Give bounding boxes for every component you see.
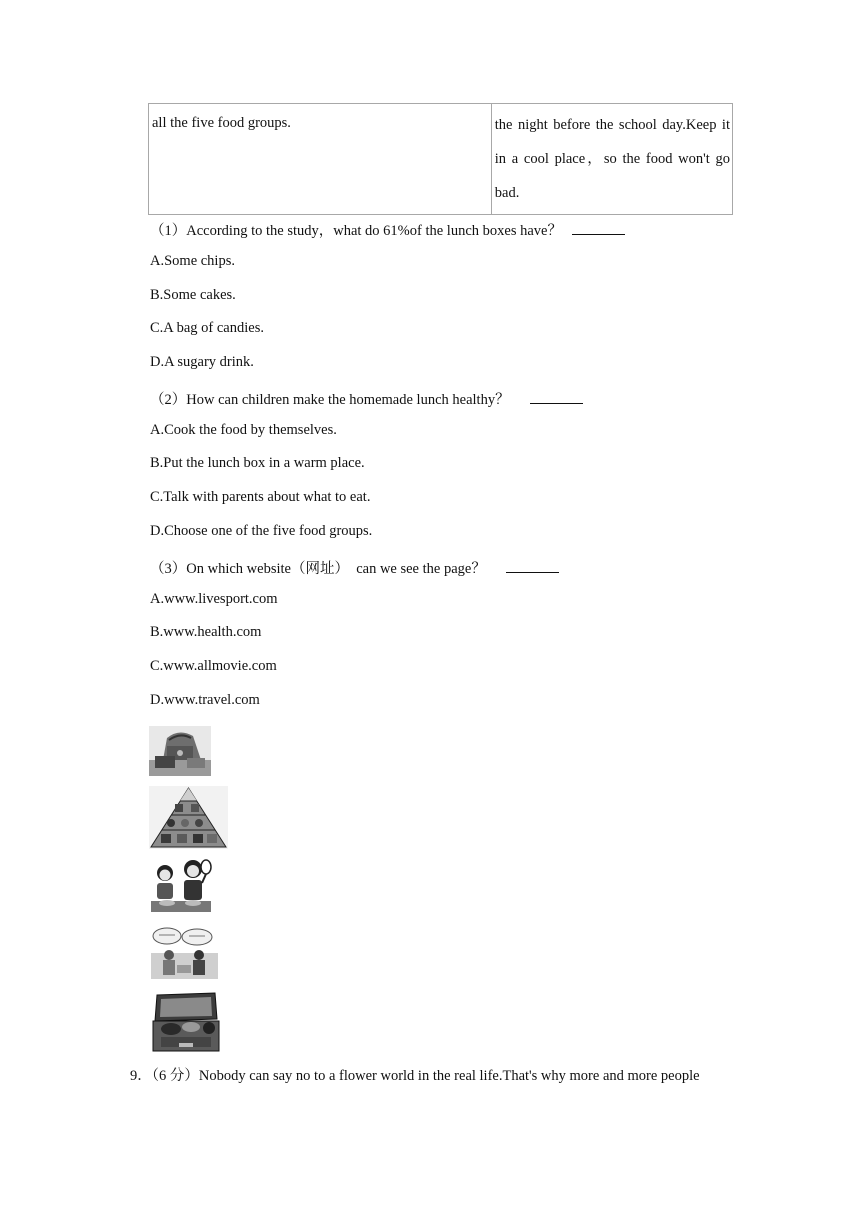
option-3d: D.www.travel.com bbox=[150, 692, 260, 708]
answer-blank-3 bbox=[506, 561, 559, 573]
question-1 bbox=[150, 219, 625, 240]
option-3b: B.www.health.com bbox=[150, 624, 262, 640]
question-3-prompt: （3）On which website（网址） can we see the page？ bbox=[150, 561, 486, 577]
option-1b: B.Some cakes. bbox=[150, 287, 236, 303]
option-1c: C.A bag of candies. bbox=[150, 320, 264, 336]
question-2 bbox=[150, 388, 583, 409]
option-1a: A.Some chips. bbox=[150, 253, 235, 269]
info-table-fragment bbox=[148, 103, 733, 215]
question-2-prompt: （2）How can children make the homemade lunch healthy？ bbox=[150, 392, 510, 408]
question-1-prompt: （1）According to the study，what do 61%of the lunch boxes have？ bbox=[150, 223, 562, 239]
table-cell-right: the night before the school day.Keep it in a cool place，so the food won't go bad. bbox=[491, 104, 732, 215]
option-3c: C.www.allmovie.com bbox=[150, 658, 277, 674]
table-cell-left: all the five food groups. bbox=[149, 104, 492, 215]
parent-child-cooking-picture bbox=[149, 857, 214, 914]
question-3 bbox=[150, 557, 559, 578]
option-1d: D.A sugary drink. bbox=[150, 354, 254, 370]
answer-blank-1 bbox=[572, 223, 625, 235]
family-talking-picture bbox=[149, 925, 220, 981]
open-lunch-box-picture bbox=[149, 991, 224, 1054]
table-row bbox=[149, 104, 733, 215]
lunch-box-picture bbox=[149, 726, 211, 776]
answer-blank-2 bbox=[530, 392, 583, 404]
option-2a: A.Cook the food by themselves. bbox=[150, 422, 337, 438]
option-3a: A.www.livesport.com bbox=[150, 591, 278, 607]
option-2c: C.Talk with parents about what to eat. bbox=[150, 489, 371, 505]
option-2d: D.Choose one of the five food groups. bbox=[150, 523, 373, 539]
option-2b: B.Put the lunch box in a warm place. bbox=[150, 455, 365, 471]
question-9-intro: 9．（6 分）Nobody can say no to a flower world in the real life.That's why more and more people bbox=[130, 1068, 700, 1084]
food-pyramid-picture bbox=[149, 786, 228, 849]
